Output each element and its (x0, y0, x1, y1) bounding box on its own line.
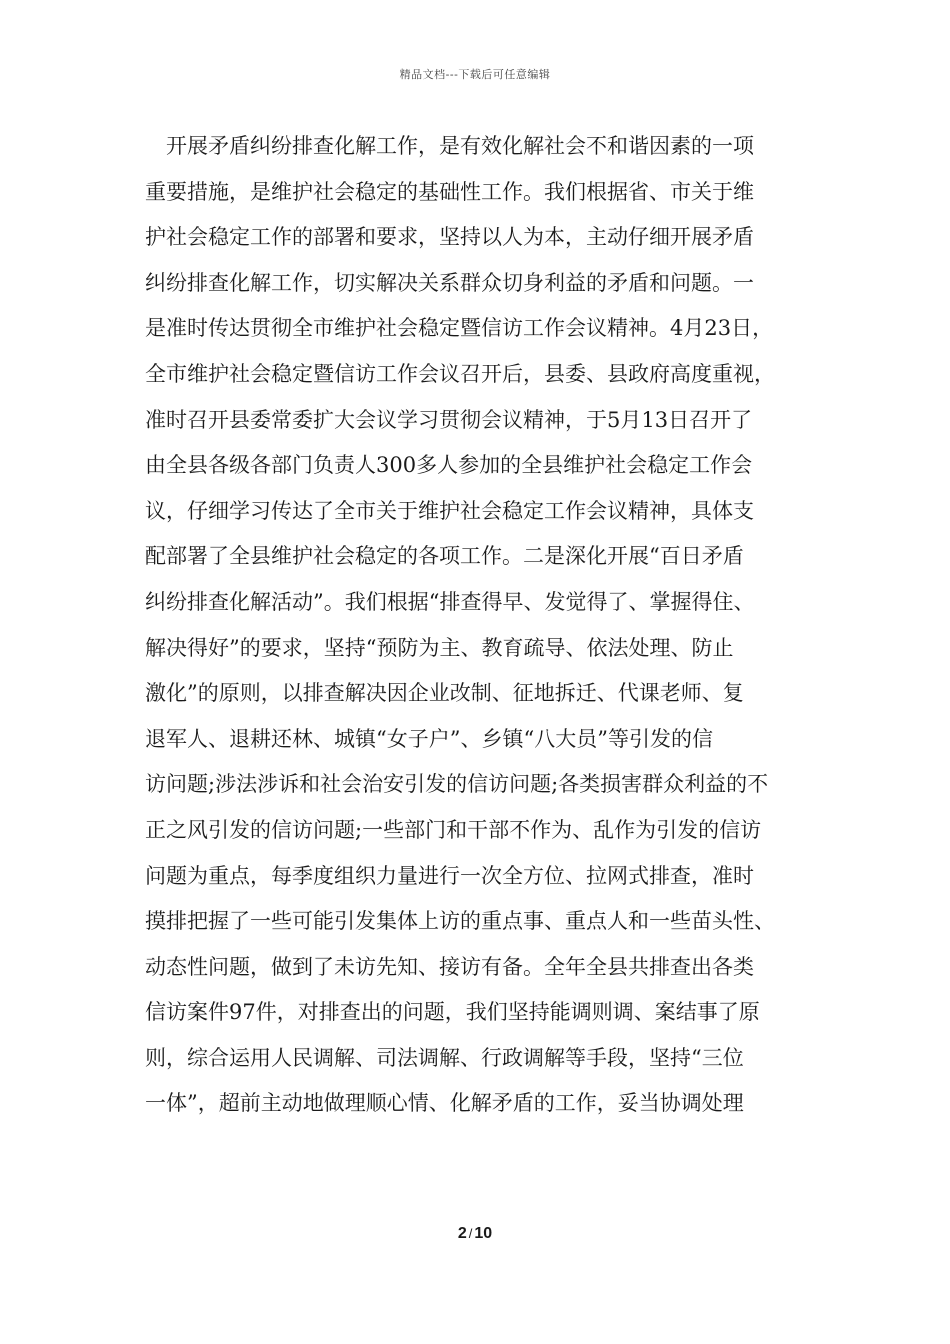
paragraph-line: 信访案件97件，对排查出的问题，我们坚持能调则调、案结事了原 (145, 1000, 760, 1025)
current-page-number: 2 (457, 1225, 467, 1242)
total-pages-number: 10 (474, 1225, 493, 1242)
document-body (145, 124, 825, 1127)
page-header: 精品文档---下载后可任意编辑 (399, 68, 551, 81)
page-separator: / (468, 1226, 473, 1241)
paragraph-line: 开展矛盾纠纷排查化解工作，是有效化解社会不和谐因素的一项 (166, 134, 754, 158)
page-number (0, 1225, 950, 1243)
paragraph-line: 摸排把握了一些可能引发集体上访的重点事、重点人和一些苗头性、 (145, 909, 775, 934)
paragraph-line: 一体”，超前主动地做理顺心情、化解矛盾的工作，妥当协调处理 (145, 1091, 744, 1116)
paragraph-line: 则，综合运用人民调解、司法调解、行政调解等手段，坚持“三位 (145, 1045, 744, 1070)
paragraph-line: 退军人、退耕还林、城镇“女子户”、乡镇“八大员”等引发的信 (145, 726, 713, 751)
paragraph-line: 纠纷排查化解活动”。我们根据“排查得早、发觉得了、掌握得住、 (145, 589, 755, 614)
paragraph-line: 配部署了全县维护社会稳定的各项工作。二是深化开展“百日矛盾 (145, 544, 744, 569)
paragraph-line: 准时召开县委常委扩大会议学习贯彻会议精神，于5月13日召开了 (145, 407, 753, 432)
paragraph-line: 护社会稳定工作的部署和要求，坚持以人为本，主动仔细开展矛盾 (145, 225, 754, 250)
paragraph-line: 是准时传达贯彻全市维护社会稳定暨信访工作会议精神。4月23日， (145, 316, 774, 341)
paragraph-line: 纠纷排查化解工作，切实解决关系群众切身利益的矛盾和问题。一 (145, 270, 754, 295)
paragraph-line: 问题为重点，每季度组织力量进行一次全方位、拉网式排查，准时 (145, 863, 754, 888)
paragraph-line: 议，仔细学习传达了全市关于维护社会稳定工作会议精神，具体支 (145, 498, 754, 523)
paragraph-line: 由全县各级各部门负责人300多人参加的全县维护社会稳定工作会 (145, 453, 753, 478)
paragraph-line: 重要措施，是维护社会稳定的基础性工作。我们根据省、市关于维 (145, 179, 754, 204)
paragraph-line: 全市维护社会稳定暨信访工作会议召开后，县委、县政府高度重视， (145, 361, 775, 386)
paragraph-line: 解决得好”的要求，坚持“预防为主、教育疏导、依法处理、防止 (145, 635, 734, 660)
paragraph-line: 访问题;涉法涉诉和社会治安引发的信访问题;各类损害群众利益的不 (145, 772, 769, 797)
paragraph-line: 激化”的原则，以排查解决因企业改制、征地拆迁、代课老师、复 (145, 681, 744, 706)
paragraph-line: 正之风引发的信访问题;一些部门和干部不作为、乱作为引发的信访 (145, 817, 762, 842)
paragraph-line: 动态性问题，做到了未访先知、接访有备。全年全县共排查出各类 (145, 954, 754, 979)
